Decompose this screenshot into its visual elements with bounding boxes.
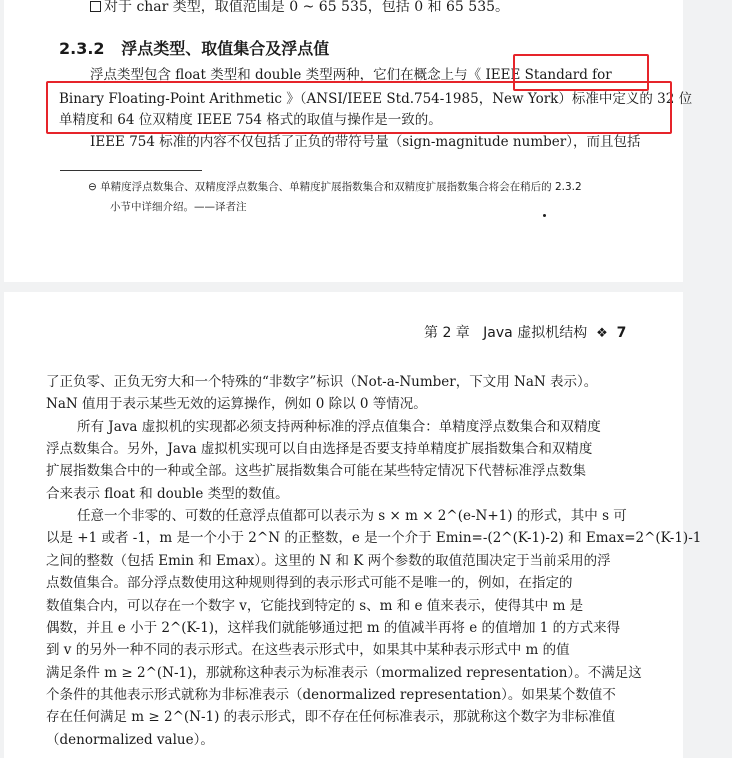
- paragraph-line: 扩展指数集合中的一种或全部。这些扩展指数集合可能在某些特定情况下代替标准浮点数集: [46, 463, 586, 480]
- highlight-box-large: [46, 81, 672, 134]
- paragraph-line: 合来表示 float 和 double 类型的数值。: [46, 485, 289, 502]
- paragraph-line: 偶数，并且 e 小于 2^(K-1)，这样我们就能够通过把 m 的值减半再将 e 的值增加 1 的方式来得: [46, 619, 621, 636]
- paragraph-line: 以是 +1 或者 -1，m 是一个小于 2^N 的正整数，e 是一个介于 Emin=-(2^(K-1)-2) 和 Emax=2^(K-1)-1: [46, 530, 702, 547]
- checkbox-bullet-icon: [90, 1, 101, 12]
- paragraph-line: 浮点数集合。另外，Java 虚拟机实现可以自由选择是否要支持单精度扩展指数集合和双精度: [46, 441, 593, 458]
- footnote-line: ⊖ 单精度浮点数集合、双精度浮点数集合、单精度扩展指数集合和双精度扩展指数集合将会在稍后的 2.3.2: [88, 181, 582, 193]
- paragraph-line: IEEE 754 标准的内容不仅包括了正负的带符号量（sign-magnitude number），而且包括: [90, 134, 641, 150]
- section-number: 2.3.2: [59, 39, 105, 58]
- diamond-ornament-icon: ❖: [596, 326, 608, 341]
- chapter-label: 第 2 章: [424, 325, 470, 341]
- paragraph-line: 浮点类型包含 float 类型和 double 类型两种，它们在概念上与《 IEEE Standard for: [90, 67, 612, 83]
- chapter-title: Java 虚拟机结构: [483, 325, 588, 341]
- ink-dot: [543, 214, 546, 217]
- paragraph-line: 数值集合内，可以存在一个数字 v，它能找到特定的 s、m 和 e 值来表示，使得其中 m 是: [46, 597, 584, 614]
- footnote-rule: [60, 170, 202, 171]
- paragraph-line: 了正负零、正负无穷大和一个特殊的“非数字”标识（Not-a-Number，下文用 NaN 表示）。: [46, 374, 598, 390]
- paragraph-line: 到 v 的另外一种不同的表示形式。在这些表示形式中，如果其中某种表示形式中 m 的值: [46, 642, 570, 659]
- paragraph-line: 个条件的其他表示形式就称为非标准表示（denormalized representation）。如果某个数值不: [46, 686, 616, 703]
- page-lower: [4, 292, 702, 758]
- paragraph-line: 之间的整数（包括 Emin 和 Emax）。这里的 N 和 K 两个参数的取值范围决定于当前采用的浮: [46, 552, 611, 569]
- section-heading: [59, 36, 329, 59]
- paragraph-line: 存在任何满足 m ≥ 2^(N-1) 的表示形式，即不存在任何标准表示，那就称这个数字为非标准值: [46, 709, 616, 726]
- footnote-line: 小节中详细介绍。——译者注: [110, 201, 247, 213]
- paragraph-line: 所有 Java 虚拟机的实现都必须支持两种标准的浮点值集合：单精度浮点数集合和双精度: [77, 418, 601, 435]
- page-number: 7: [616, 325, 627, 341]
- paragraph-line: Binary Floating-Point Arithmetic 》（ANSI/IEEE Std.754-1985，New York）标准中定义的 32 位: [59, 91, 693, 107]
- section-title: 浮点类型、取值集合及浮点值: [121, 39, 330, 58]
- paragraph-line: 任意一个非零的、可数的任意浮点值都可以表示为 s × m × 2^(e-N+1) 的形式，其中 s 可: [77, 508, 627, 525]
- page-upper: [4, 0, 693, 282]
- paragraph-line: 单精度和 64 位双精度 IEEE 754 格式的取值与操作是一致的。: [59, 112, 442, 128]
- paragraph-line: （denormalized value）。: [46, 731, 214, 748]
- paragraph-line: 满足条件 m ≥ 2^(N-1)，那就称这种表示为标准表示（mormalized representation）。不满足这: [46, 664, 642, 681]
- bullet-line: 对于 char 类型，取值范围是 0 ~ 65 535，包括 0 和 65 535。: [90, 0, 509, 17]
- paragraph-line: 点数值集合。部分浮点数使用这种规则得到的表示形式可能不是唯一的，例如，在指定的: [46, 575, 573, 592]
- running-header: [424, 322, 626, 342]
- paragraph-line: NaN 值用于表示某些无效的运算操作，例如 0 除以 0 等情况。: [46, 396, 427, 413]
